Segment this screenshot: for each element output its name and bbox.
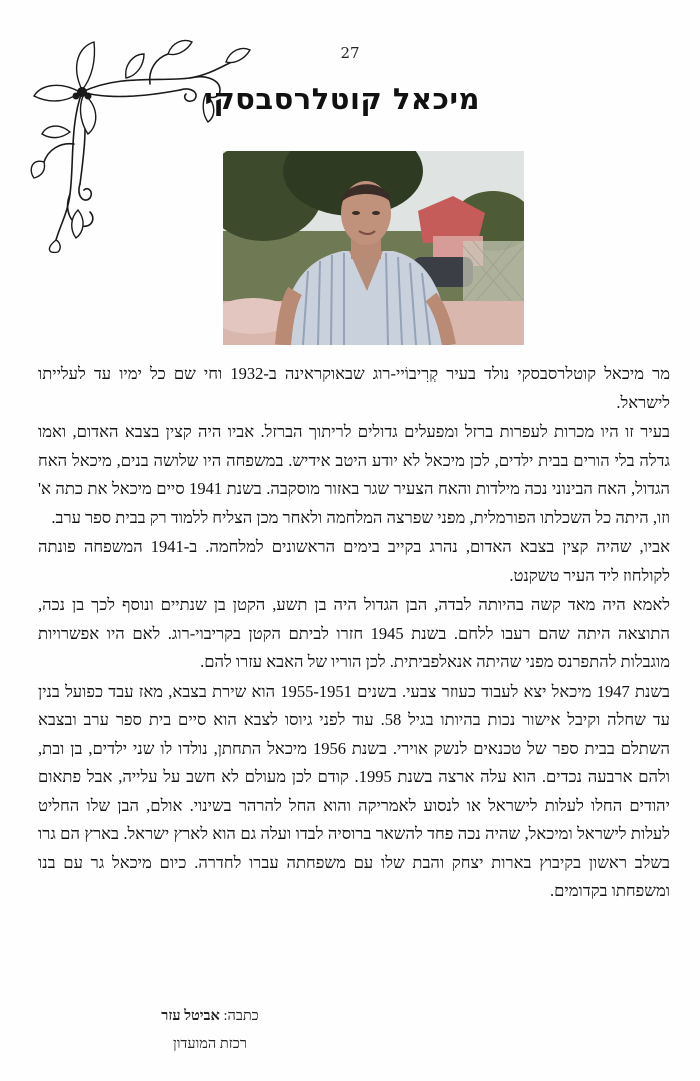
portrait-photo (223, 151, 524, 345)
credit-label: כתבה: (223, 1008, 259, 1024)
page-number: 27 (340, 44, 360, 62)
credit-line (150, 1002, 270, 1030)
paragraph: לאמא היה מאד קשה בהיותה לבדה, הבן הגדול היה בן תשע, הקטן בן שנתיים ונוסף לכך בן נכה, התוצאה היתה שהם רעבו ללחם. בשנת 1945 חזרו לביתם הקטן בקריבוי-רוג. לאם היו אפשרויות מוגבלות להתפרנס מפני שהיתה אנאלפביתית. לכן הוריו של האבא עזרו להם. (38, 595, 670, 671)
author-credit (150, 1002, 270, 1058)
article-body (38, 360, 670, 907)
author-name: אביטל עזר (161, 1008, 220, 1024)
page-title: מיכאל קוטלרסבסקי (204, 82, 480, 116)
paragraph: אביו, שהיה קצין בצבא האדום, נהרג בקייב בימים הראשונים למלחמה. ב-1941 המשפחה פונתה לקולחוז ליד העיר טשקנט. (38, 537, 671, 585)
paragraph: בשנת 1947 מיכאל יצא לעבוד כעוזר צבעי. בשנים 1955-1951 הוא שירת בצבא, מאז עבד כפועל בנין עד שחלה וקיבל אישור נכות בהיותו בגיל 58. עוד לפני גיוסו לצבא הוא סיים בית ספר ערב ובצבא השתלם בבית ספר של טכנאים לנשק אוירי. בשנת 1956 מיכאל התחתן, נולדו לו שני ילדים, בן ובת, ולהם ארבעה נכדים. הוא עלה ארצה בשנת 1995. קודם לכן מעולם לא חשב על עלייה, אבל פתאום יהודים החלו לעלות לישראל או לנסוע לאמריקה והוא החל להרהר בשינוי. אולם, הבן שלו החליט לעלות לישראל ומיכאל, שהיה נכה פחד להשאר ברוסיה לבדו ועלה גם הוא לארץ ישראל. בארץ הם גרו בשלב ראשון בקיבוץ בארות יצחק והבת שלו עם משפחתה עברו לחדרה. כיום מיכאל גר עם בנו ומשפחתו בקדומים. (38, 681, 671, 900)
paragraph: בעיר זו היו מכרות לעפרות ברזל ומפעלים גדולים לריתוך הברזל. אביו היה קצין בצבא האדום, ואמו גדלה בלי הורים בבית ילדים, לכן מיכאל לא יודע היטב אידיש. במשפחה היו שלושה בנים, מיכאל האח הגדול, האח הבינוני נכה מילדות והאח הצעיר שגר באזור מוסקבה. בשנת 1941 סיים מיכאל את כתה א' וזו, היתה כל השכלתו הפורמלית, מפני שפרצה המלחמה ולאחר מכן הצליח ללמוד רק בבית ספר ערב. (38, 422, 670, 527)
paragraph: מר מיכאל קוטלרסבסקי נולד בעיר קְרִיבוֹיי-רוג שבאוקראינה ב-1932 וחי שם כל ימיו עד לעלייתו לישראל. (38, 364, 670, 412)
floral-ornament-icon (30, 34, 252, 254)
author-role: רכזת המועדון (173, 1036, 247, 1052)
